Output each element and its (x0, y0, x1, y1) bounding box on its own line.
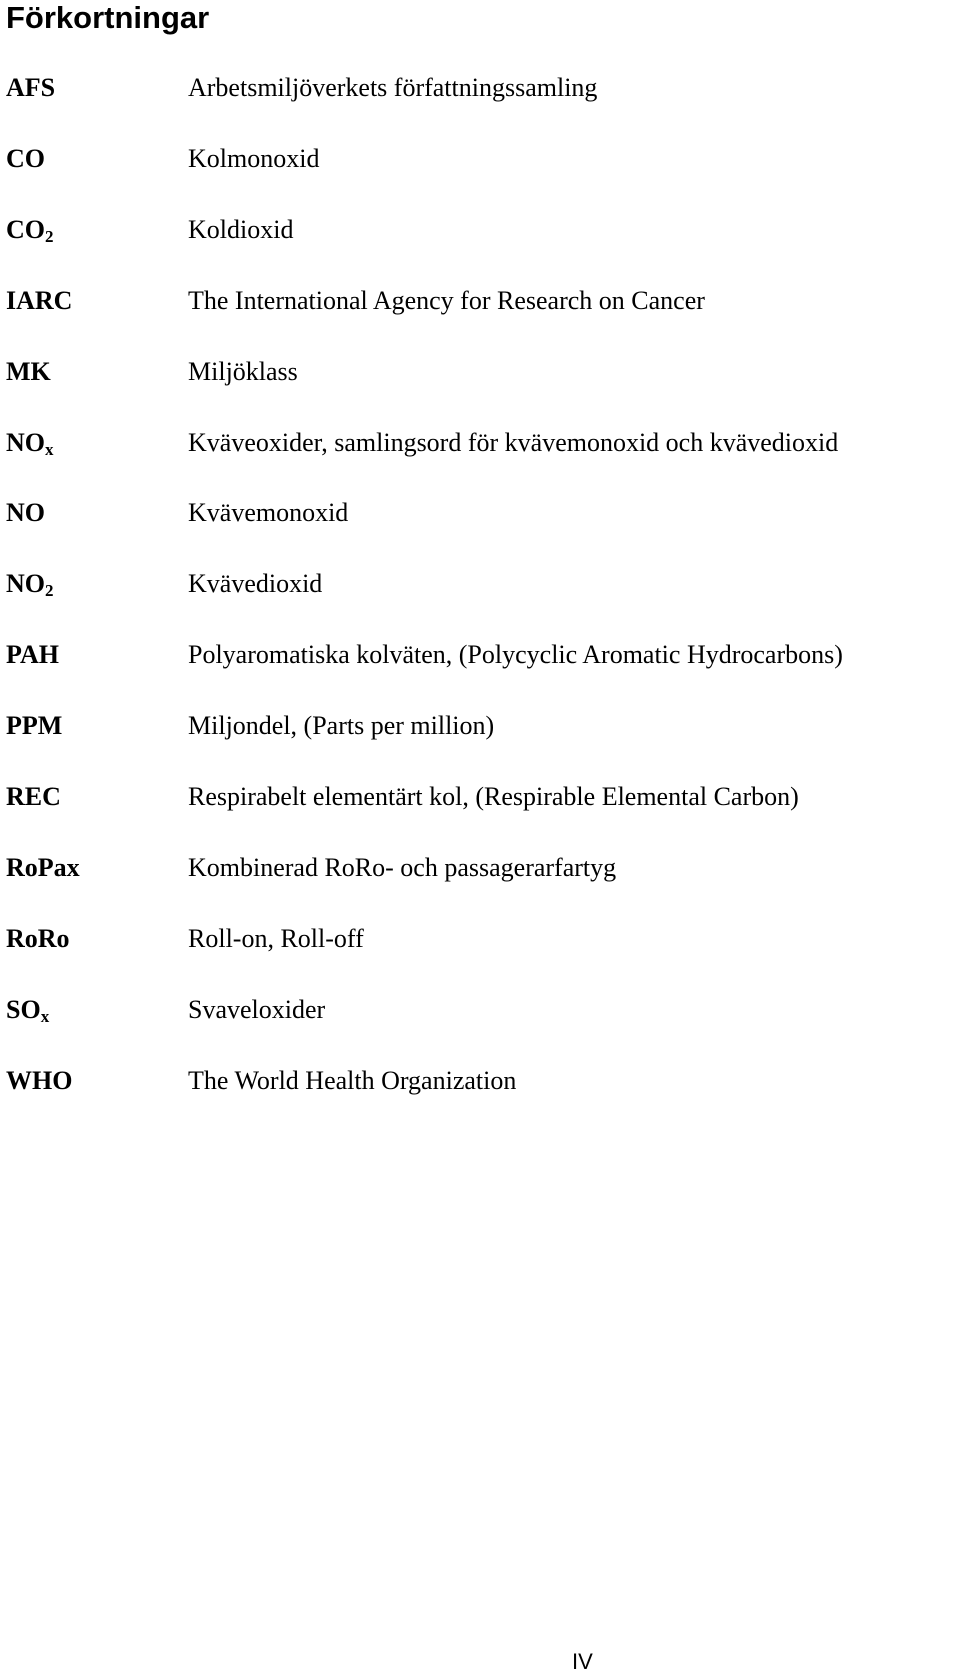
abbreviation-term-base: CO (6, 144, 45, 173)
abbreviation-term (6, 1063, 72, 1099)
abbreviation-row (0, 141, 960, 181)
abbreviation-row (0, 992, 960, 1032)
abbreviation-term (6, 779, 61, 815)
abbreviation-term-base: PPM (6, 711, 63, 740)
abbreviation-term (6, 566, 54, 602)
abbreviation-term-subscript: x (40, 1007, 50, 1026)
abbreviation-row (0, 212, 960, 252)
abbreviation-term (6, 283, 72, 319)
abbreviation-row (0, 283, 960, 323)
abbreviation-description: Kvävedioxid (188, 569, 323, 598)
abbreviation-row (0, 566, 960, 606)
page-title: Förkortningar (6, 0, 210, 35)
abbreviation-term-base: CO (6, 215, 45, 244)
abbreviation-description: Kombinerad RoRo- och passagerarfartyg (188, 853, 617, 882)
abbreviation-description: Miljöklass (188, 357, 298, 386)
abbreviation-term (6, 70, 55, 106)
abbreviation-term (6, 850, 80, 886)
abbreviation-term-base: RoRo (6, 924, 70, 953)
abbreviation-row (0, 779, 960, 819)
abbreviation-description: Polyaromatiska kolväten, (Polycyclic Aromatic Hydrocarbons) (188, 640, 843, 669)
abbreviation-row (0, 70, 960, 110)
abbreviation-term-subscript: x (45, 440, 54, 459)
abbreviation-term (6, 354, 51, 390)
abbreviation-term (6, 708, 62, 744)
abbreviation-description: Koldioxid (188, 215, 294, 244)
abbreviation-description: Kvävemonoxid (188, 498, 349, 527)
abbreviation-row (0, 1063, 960, 1103)
abbreviation-description: The International Agency for Research on Cancer (188, 286, 705, 315)
abbreviation-term-base: AFS (6, 73, 56, 102)
abbreviation-term-base: RoPax (6, 853, 80, 882)
abbreviation-term (6, 425, 54, 461)
abbreviation-term-base: MK (6, 357, 51, 386)
abbreviation-description: Respirabelt elementärt kol, (Respirable Elemental Carbon) (188, 782, 799, 811)
abbreviation-row (0, 425, 960, 465)
abbreviation-row (0, 708, 960, 748)
abbreviation-description: The World Health Organization (188, 1066, 517, 1095)
abbreviation-description: Svaveloxider (188, 995, 326, 1024)
abbreviation-term-base: NO (6, 569, 45, 598)
abbreviation-term-base: NO (6, 498, 45, 527)
abbreviation-row (0, 354, 960, 394)
abbreviation-term-subscript: 2 (45, 581, 54, 600)
abbreviation-term-base: REC (6, 782, 61, 811)
abbreviation-term (6, 637, 59, 673)
abbreviation-term-base: NO (6, 428, 45, 457)
abbreviation-term (6, 921, 70, 957)
abbreviation-term-subscript: 2 (45, 227, 54, 246)
abbreviation-term-base: IARC (6, 286, 73, 315)
page-number: IV (572, 1649, 593, 1674)
abbreviation-row (0, 850, 960, 890)
abbreviation-term-base: PAH (6, 640, 59, 669)
abbreviation-description: Kolmonoxid (188, 144, 320, 173)
abbreviation-term (6, 212, 54, 248)
abbreviation-row (0, 921, 960, 961)
abbreviation-description: Miljondel, (Parts per million) (188, 711, 495, 740)
abbreviation-term (6, 141, 45, 177)
abbreviation-term-base: WHO (6, 1066, 73, 1095)
abbreviation-description: Arbetsmiljöverkets författningssamling (188, 73, 598, 102)
abbreviation-description: Kväveoxider, samlingsord för kvävemonoxid och kvävedioxid (188, 428, 839, 457)
abbreviation-term-base: SO (6, 995, 41, 1024)
abbreviation-term (6, 992, 49, 1028)
abbreviation-term (6, 495, 45, 531)
abbreviation-row (0, 495, 960, 535)
abbreviation-row (0, 637, 960, 677)
abbreviation-description: Roll-on, Roll-off (188, 924, 364, 953)
